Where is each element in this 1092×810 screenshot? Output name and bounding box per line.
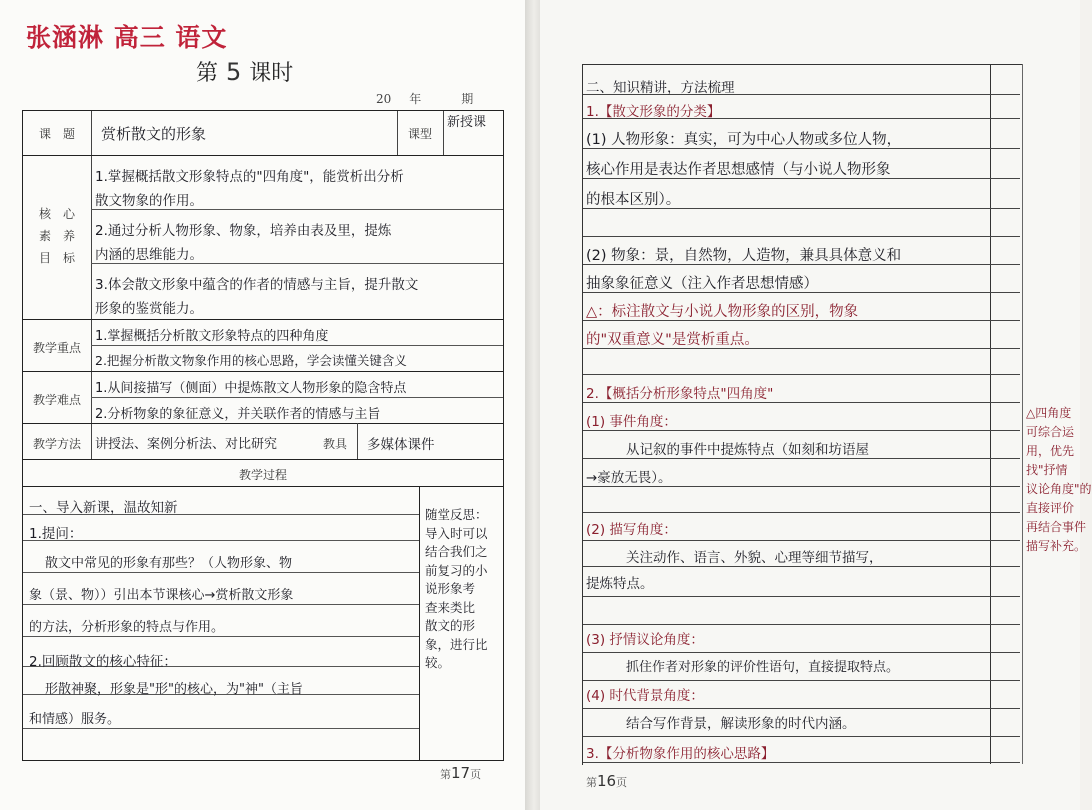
body-text: 核心作用是表达作者思想感情（与小说人物形象 — [586, 162, 891, 178]
difficulty-line: 2.分析物象的象征意义，并关联作者的情感与主旨 — [95, 407, 381, 422]
date-year: 年 — [409, 92, 422, 106]
goals-label: 核 心 素 养 目 标 — [38, 207, 75, 265]
process-text: 和情感）服务。 — [29, 712, 121, 727]
process-label: 教学过程 — [238, 468, 287, 482]
goal-line: 散文物象的作用。 — [95, 193, 203, 209]
student-header: 张涵淋 高三 语文 — [26, 23, 228, 52]
tools-label: 教具 — [322, 437, 347, 451]
lesson-suffix: 课时 — [249, 61, 294, 86]
question-heading: 1.提问： — [29, 526, 83, 542]
body-text: 的根本区别）。 — [586, 192, 681, 208]
methods-value: 讲授法、案例分析法、对比研究 — [95, 437, 278, 452]
topic-value: 赏析散文的形象 — [101, 125, 207, 143]
angle-text: 抓住作者对形象的评价性语句，直接提取特点。 — [626, 660, 900, 675]
emphasis-text: 的"双重意义"是赏析重点。 — [586, 332, 759, 348]
angle-text: 关注动作、语言、外貌、心理等细节描写， — [626, 550, 883, 566]
tools-value: 多媒体课件 — [367, 437, 435, 453]
subsection-heading: 1.【散文形象的分类】 — [586, 104, 721, 120]
right-page-number: 第16页 — [586, 772, 628, 790]
process-text: 的方法，分析形象的特点与作用。 — [29, 620, 225, 635]
goal-line: 形象的鉴赏能力。 — [95, 301, 203, 317]
body-text: (1) 人物形象：真实，可为中心人物或多位人物， — [586, 132, 902, 148]
difficulties-label: 教学难点 — [32, 393, 81, 407]
topic-label: 课 题 — [38, 127, 75, 141]
lesson-plan-table — [22, 110, 504, 460]
date-line — [376, 90, 473, 107]
left-page-number: 第17页 — [440, 764, 482, 782]
book-gutter — [525, 0, 540, 810]
angle-heading: (4) 时代背景角度： — [586, 688, 704, 704]
course-type-value: 新授课 — [447, 115, 487, 130]
body-text: 抽象象征意义（注入作者思想情感） — [586, 276, 818, 292]
process-text: 象（景、物））引出本节课核心→赏析散文形象 — [29, 588, 294, 603]
key-points-label: 教学重点 — [32, 341, 81, 355]
goal-line: 内涵的思维能力。 — [95, 247, 203, 263]
date-prefix: 20 — [376, 92, 392, 106]
angle-heading: (3) 抒情议论角度： — [586, 632, 704, 648]
course-type-label: 课型 — [407, 127, 432, 141]
goal-line: 2.通过分析人物形象、物象，培养由表及里，提炼 — [95, 223, 392, 239]
body-text: (2) 物象：景，自然物，人造物，兼具具体意义和 — [586, 248, 902, 264]
angle-text: →豪放无畏）。 — [586, 470, 672, 486]
emphasis-text: △：标注散文与小说人物形象的区别，物象 — [586, 304, 859, 320]
subsection-heading: 3.【分析物象作用的核心思路】 — [586, 746, 775, 762]
angle-text: 结合写作背景，解读形象的时代内涵。 — [626, 716, 856, 732]
methods-label: 教学方法 — [32, 437, 81, 451]
difficulty-line: 1.从间接描写（侧面）中提炼散文人物形象的隐含特点 — [95, 381, 407, 396]
angle-text: 提炼特点。 — [586, 576, 654, 592]
section-heading: 一、导入新课，温故知新 — [29, 500, 178, 516]
goal-line: 1.掌握概括散文形象特点的"四角度"，能赏析出分析 — [95, 169, 404, 185]
angle-heading: (2) 描写角度： — [586, 522, 677, 538]
date-period: 期 — [461, 92, 474, 106]
process-text: 形散神聚，形象是"形"的核心，为"神"（主旨 — [45, 682, 303, 697]
margin-note: △四角度 可综合运 用，优先 找"抒情 议论角度"的 直接评价 再结合事件 描写补充。 — [1026, 406, 1092, 553]
subsection-heading: 2.【概括分析形象特点"四角度" — [586, 386, 774, 402]
right-page — [540, 0, 1092, 810]
teaching-process-table — [22, 458, 504, 761]
left-page — [0, 0, 525, 810]
reflection-note: 随堂反思： 导入时可以 结合我们之 前复习的小 说形象考 查来类比 散文的形 象，进行比 较。 — [425, 507, 488, 670]
lesson-number: 5 — [226, 58, 242, 86]
section-heading: 二、知识精讲，方法梳理 — [586, 80, 735, 96]
key-point-line: 2.把握分析散文物象作用的核心思路，学会读懂关键含义 — [95, 353, 407, 368]
lesson-title — [196, 56, 293, 87]
key-point-line: 1.掌握概括分析散文形象特点的四种角度 — [95, 329, 329, 344]
question-heading: 2.回顾散文的核心特征： — [29, 654, 177, 670]
goal-line: 3.体会散文形象中蕴含的作者的情感与主旨，提升散文 — [95, 277, 419, 293]
process-text: 散文中常见的形象有那些？（人物形象、物 — [45, 556, 293, 571]
angle-text: 从记叙的事件中提炼特点（如刻和坊语屋 — [626, 442, 869, 458]
lesson-prefix: 第 — [196, 61, 219, 86]
angle-heading: (1) 事件角度： — [586, 414, 677, 430]
